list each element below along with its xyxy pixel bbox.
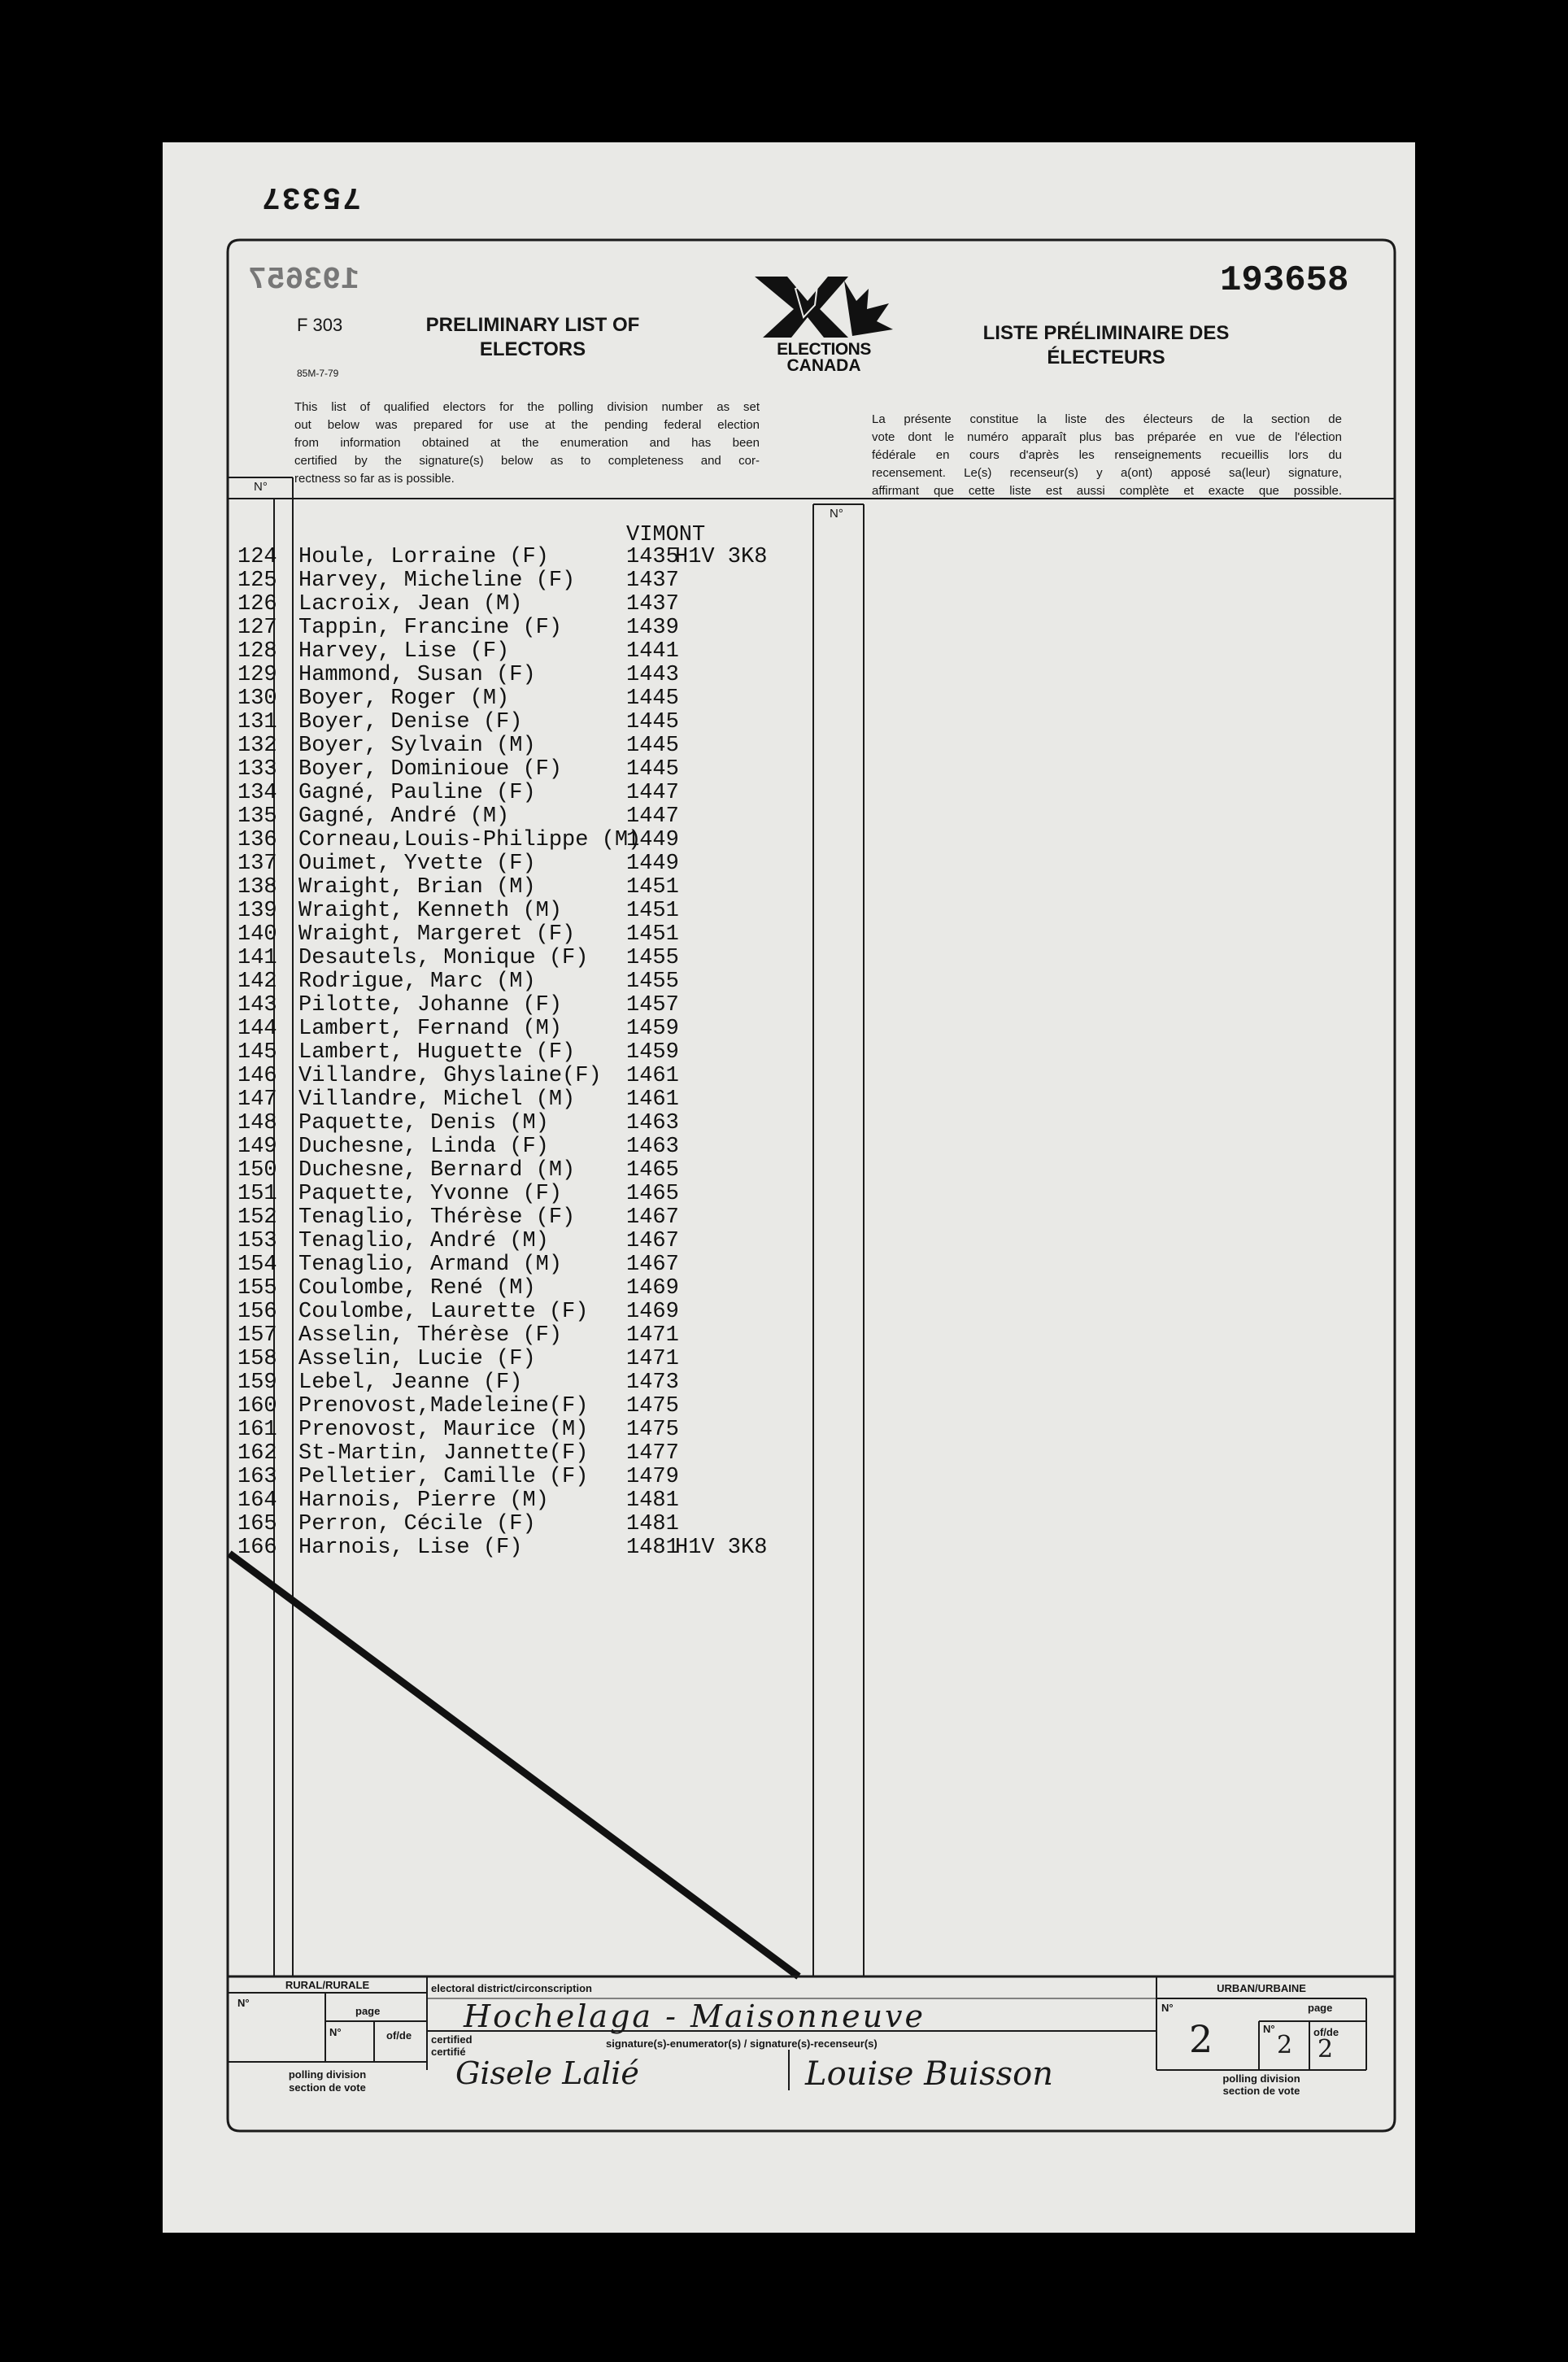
elector-address: 1471: [626, 1323, 679, 1348]
elector-address: 1459: [626, 1040, 679, 1065]
elector-number: 158: [237, 1347, 277, 1371]
maple-leaf-x-icon: [747, 272, 901, 338]
elector-address: 1437: [626, 592, 679, 617]
elector-name: Perron, Cécile (F): [298, 1512, 536, 1536]
elector-name: Lebel, Jeanne (F): [298, 1371, 523, 1395]
notice-french-line: recensement. Le(s) recenseur(s) y a(ont) apposé sa(leur) signature,: [872, 466, 1342, 480]
elector-number: 141: [237, 946, 277, 970]
notice-french-line: affirmant que cette liste est aussi complète et exacte que possible.: [872, 484, 1342, 498]
elector-address: 1463: [626, 1111, 679, 1135]
elector-name: Duchesne, Linda (F): [298, 1135, 549, 1159]
elector-number: 161: [237, 1418, 277, 1442]
elector-name: Harvey, Micheline (F): [298, 569, 576, 593]
elector-address: 1475: [626, 1418, 679, 1442]
elector-address: 1465: [626, 1158, 679, 1183]
rural-polling-label-fr: section de vote: [289, 2081, 366, 2094]
elector-address: 1449: [626, 852, 679, 876]
elector-address: 1467: [626, 1253, 679, 1277]
rural-of-label: of/de: [386, 2029, 412, 2042]
elector-address: 1451: [626, 899, 679, 923]
district-label: electoral district/circonscription: [431, 1982, 592, 1994]
notice-english-line: from information obtained at the enumeration and has been: [294, 436, 760, 450]
elector-name: Harvey, Lise (F): [298, 639, 510, 664]
elector-address: 1455: [626, 946, 679, 970]
elector-address: 1477: [626, 1441, 679, 1466]
urban-of-number: 2: [1318, 2035, 1334, 2063]
notice-english-line: certified by the signature(s) below as to completeness and cor-: [294, 454, 760, 468]
elector-name: Hammond, Susan (F): [298, 663, 536, 687]
elector-address: 1479: [626, 1465, 679, 1489]
elector-name: Paquette, Denis (M): [298, 1111, 549, 1135]
elector-name: Tenaglio, Thérèse (F): [298, 1205, 576, 1230]
elector-name: Villandre, Michel (M): [298, 1087, 576, 1112]
elector-address: 1443: [626, 663, 679, 687]
urban-page-label: page: [1308, 2002, 1333, 2014]
elector-address: 1455: [626, 970, 679, 994]
elector-number: 164: [237, 1488, 277, 1513]
elector-number: 138: [237, 875, 277, 900]
notice-english-line: rectness so far as is possible.: [294, 472, 455, 486]
certified-label-en: certified: [431, 2033, 473, 2046]
elector-address: 1473: [626, 1371, 679, 1395]
elector-number: 166: [237, 1536, 277, 1560]
elector-number: 143: [237, 993, 277, 1018]
elector-address: 1445: [626, 686, 679, 711]
elector-address: 1445: [626, 710, 679, 734]
elections-canada-logo: [747, 272, 901, 375]
elector-address: 1449: [626, 828, 679, 852]
title-english-line1: PRELIMINARY LIST OF: [425, 314, 640, 336]
elector-number: 156: [237, 1300, 277, 1324]
column-header-no-right: N°: [830, 507, 843, 521]
elector-number: 149: [237, 1135, 277, 1159]
stamp-number-top-left: 75337: [260, 179, 362, 214]
rural-no-label: N°: [237, 1997, 250, 2009]
elector-name: Asselin, Thérèse (F): [298, 1323, 563, 1348]
elector-number: 159: [237, 1371, 277, 1395]
urban-division-number: 2: [1189, 2017, 1213, 2061]
elector-name: Boyer, Sylvain (M): [298, 734, 536, 758]
signature-enumerator-2: Louise Buisson: [805, 2055, 1053, 2093]
elector-address: 1437: [626, 569, 679, 593]
elector-number: 127: [237, 616, 277, 640]
elector-name: Boyer, Dominioue (F): [298, 757, 563, 782]
elector-number: 144: [237, 1017, 277, 1041]
elector-address: 1481: [626, 1512, 679, 1536]
elector-address: 1461: [626, 1087, 679, 1112]
elector-name: Villandre, Ghyslaine(F): [298, 1064, 602, 1088]
stamp-number-reversed: 193657: [248, 263, 359, 298]
elector-address: 1457: [626, 993, 679, 1018]
elector-name: Boyer, Denise (F): [298, 710, 523, 734]
elector-number: 139: [237, 899, 277, 923]
elector-name: Boyer, Roger (M): [298, 686, 510, 711]
notice-french: [872, 411, 1342, 500]
urban-label: URBAN/URBAINE: [1217, 1982, 1306, 1994]
elector-number: 153: [237, 1229, 277, 1253]
elector-name: Desautels, Monique (F): [298, 946, 589, 970]
elector-name: Lambert, Fernand (M): [298, 1017, 563, 1041]
elector-address: 1447: [626, 781, 679, 805]
notice-english-line: This list of qualified electors for the polling division number as set: [294, 400, 760, 414]
elector-name: Wraight, Brian (M): [298, 875, 536, 900]
elector-name: Wraight, Margeret (F): [298, 922, 576, 947]
elector-address: 1441: [626, 639, 679, 664]
elector-address: 1469: [626, 1276, 679, 1301]
elector-number: 129: [237, 663, 277, 687]
form-revision: 85M-7-79: [297, 368, 339, 379]
urban-polling-label-fr: section de vote: [1222, 2085, 1300, 2097]
elector-number: 142: [237, 970, 277, 994]
elector-address: 1481: [626, 1488, 679, 1513]
notice-french-line: vote dont le numéro apparaît plus bas préparée en vue de l'élection: [872, 430, 1342, 444]
elector-name: Lambert, Huguette (F): [298, 1040, 576, 1065]
elector-number: 155: [237, 1276, 277, 1301]
elector-number: 151: [237, 1182, 277, 1206]
elector-address: 1451: [626, 922, 679, 947]
elector-name: Asselin, Lucie (F): [298, 1347, 536, 1371]
logo-text-line1: ELECTIONS: [777, 340, 871, 359]
elector-address: 1459: [626, 1017, 679, 1041]
elector-number: 132: [237, 734, 277, 758]
elector-name: Harnois, Lise (F): [298, 1536, 523, 1560]
elector-number: 134: [237, 781, 277, 805]
elector-number: 160: [237, 1394, 277, 1419]
title-english: [394, 313, 671, 362]
street-name: VIMONT: [626, 523, 706, 547]
notice-english-line: out below was prepared for use at the pending federal election: [294, 418, 760, 432]
elector-address: 1445: [626, 734, 679, 758]
elector-number: 150: [237, 1158, 277, 1183]
document-page: [163, 142, 1415, 2233]
elector-name: Corneau,Louis-Philippe (M): [298, 828, 642, 852]
rural-polling-label-en: polling division: [288, 2068, 367, 2081]
certified-label-fr: certifié: [431, 2046, 466, 2058]
elector-number: 162: [237, 1441, 277, 1466]
elector-address: 1469: [626, 1300, 679, 1324]
elector-postal-code: H1V 3K8: [675, 545, 768, 569]
elector-number: 125: [237, 569, 277, 593]
elector-name: Tenaglio, André (M): [298, 1229, 549, 1253]
elector-number: 163: [237, 1465, 277, 1489]
elector-address: 1445: [626, 757, 679, 782]
elector-address: 1447: [626, 804, 679, 829]
district-value: Hochelaga - Maisonneuve: [464, 1998, 926, 2034]
elector-number: 140: [237, 922, 277, 947]
elector-address: 1467: [626, 1229, 679, 1253]
urban-polling-label-en: polling division: [1222, 2072, 1300, 2085]
elector-name: Paquette, Yvonne (F): [298, 1182, 563, 1206]
elector-address: 1481: [626, 1536, 679, 1560]
notice-english: [294, 399, 760, 488]
elector-address: 1467: [626, 1205, 679, 1230]
column-header-no-left: N°: [254, 480, 268, 494]
elector-name: Pelletier, Camille (F): [298, 1465, 589, 1489]
urban-page-number: 2: [1277, 2031, 1293, 2059]
stamp-number-top-right: 193658: [1220, 260, 1349, 301]
elector-number: 126: [237, 592, 277, 617]
elector-address: 1471: [626, 1347, 679, 1371]
logo-text-line2: CANADA: [786, 356, 861, 375]
elector-number: 131: [237, 710, 277, 734]
elector-number: 136: [237, 828, 277, 852]
elector-number: 145: [237, 1040, 277, 1065]
elector-name: Tappin, Francine (F): [298, 616, 563, 640]
elector-number: 133: [237, 757, 277, 782]
title-french: [943, 321, 1269, 370]
elector-name: Coulombe, René (M): [298, 1276, 536, 1301]
elector-name: Ouimet, Yvette (F): [298, 852, 536, 876]
elector-name: Coulombe, Laurette (F): [298, 1300, 589, 1324]
elector-address: 1465: [626, 1182, 679, 1206]
elector-name: Rodrigue, Marc (M): [298, 970, 536, 994]
signatures-label: signature(s)-enumerator(s) / signature(s)-recenseur(s): [606, 2037, 878, 2050]
elector-name: Tenaglio, Armand (M): [298, 1253, 563, 1277]
elector-name: Prenovost,Madeleine(F): [298, 1394, 589, 1419]
elector-name: Harnois, Pierre (M): [298, 1488, 549, 1513]
elector-number: 137: [237, 852, 277, 876]
elector-number: 147: [237, 1087, 277, 1112]
elector-number: 154: [237, 1253, 277, 1277]
elector-name: Pilotte, Johanne (F): [298, 993, 563, 1018]
elector-name: Lacroix, Jean (M): [298, 592, 523, 617]
elector-address: 1463: [626, 1135, 679, 1159]
elector-name: St-Martin, Jannette(F): [298, 1441, 589, 1466]
elector-number: 148: [237, 1111, 277, 1135]
notice-french-line: fédérale en cours d'après les renseignements recueillis lors du: [872, 448, 1342, 462]
elector-postal-code: H1V 3K8: [675, 1536, 768, 1560]
elector-name: Prenovost, Maurice (M): [298, 1418, 589, 1442]
elector-name: Wraight, Kenneth (M): [298, 899, 563, 923]
elector-number: 135: [237, 804, 277, 829]
signature-enumerator-1: Gisele Lalié: [455, 2055, 639, 2091]
elector-address: 1439: [626, 616, 679, 640]
notice-french-line: La présente constitue la liste des électeurs de la section de: [872, 412, 1342, 426]
form-code: F 303: [297, 315, 343, 335]
elector-name: Houle, Lorraine (F): [298, 545, 549, 569]
elector-name: Gagné, André (M): [298, 804, 510, 829]
title-french-line2: ÉLECTEURS: [1047, 346, 1165, 368]
elector-number: 152: [237, 1205, 277, 1230]
title-french-line1: LISTE PRÉLIMINAIRE DES: [982, 322, 1230, 344]
rural-page-no-label: N°: [329, 2026, 342, 2038]
rural-label: RURAL/RURALE: [285, 1979, 370, 1991]
elector-name: Gagné, Pauline (F): [298, 781, 536, 805]
rural-page-label: page: [355, 2005, 381, 2017]
title-english-line2: ELECTORS: [479, 338, 586, 360]
elector-number: 124: [237, 545, 277, 569]
urban-no-label: N°: [1161, 2002, 1174, 2014]
elector-address: 1435: [626, 545, 679, 569]
elector-number: 157: [237, 1323, 277, 1348]
elector-number: 146: [237, 1064, 277, 1088]
elector-address: 1475: [626, 1394, 679, 1419]
elector-address: 1461: [626, 1064, 679, 1088]
urban-of-label: of/de: [1313, 2026, 1339, 2038]
elector-address: 1451: [626, 875, 679, 900]
elector-number: 165: [237, 1512, 277, 1536]
elector-name: Duchesne, Bernard (M): [298, 1158, 576, 1183]
urban-page-no-label: N°: [1263, 2023, 1275, 2035]
elector-number: 130: [237, 686, 277, 711]
elector-number: 128: [237, 639, 277, 664]
